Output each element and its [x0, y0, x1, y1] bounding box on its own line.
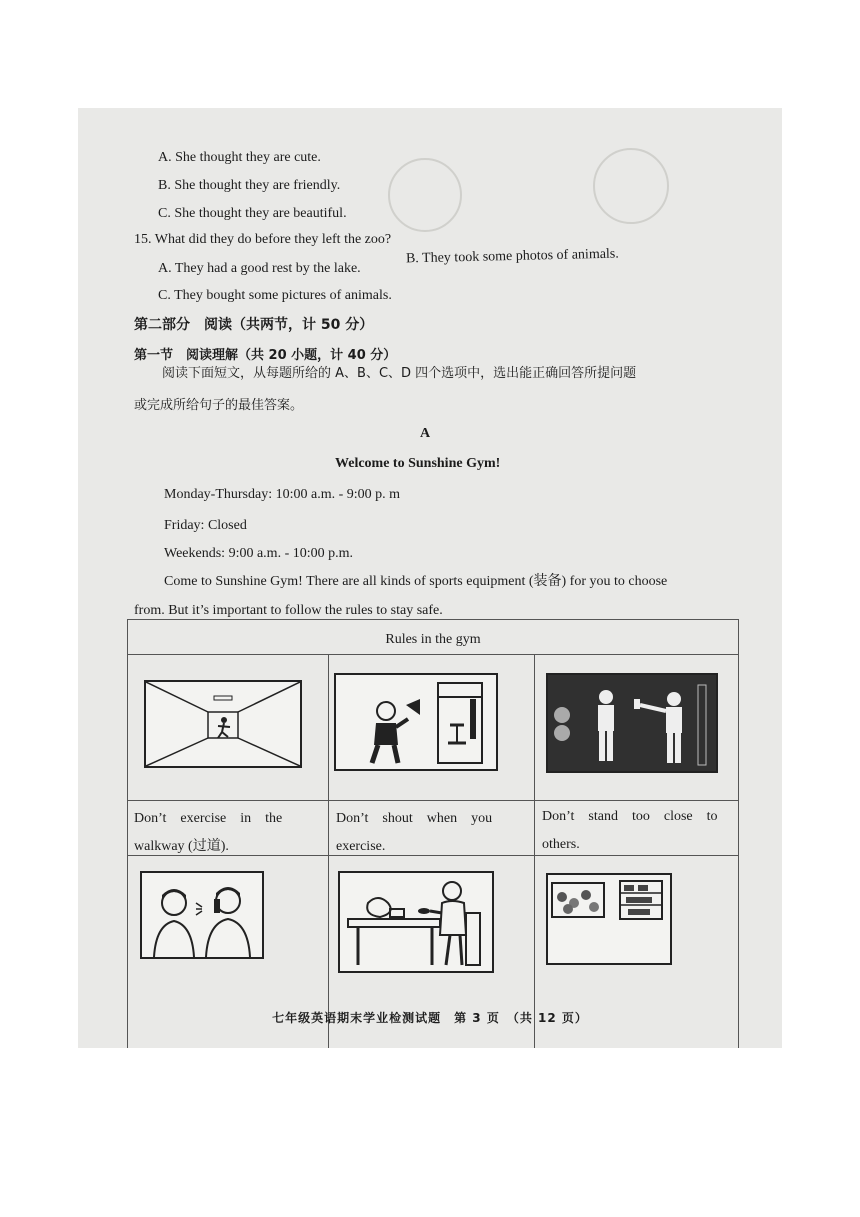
phone-call-picture	[140, 871, 264, 959]
q14-option-c: C. She thought they are beautiful.	[158, 206, 347, 221]
section1-heading: 第一节 阅读理解（共 20 小题，计 40 分）	[134, 348, 397, 363]
eating-picture	[338, 871, 494, 973]
part2-heading: 第二部分 阅读（共两节，计 50 分）	[134, 317, 374, 333]
instruction-line-2: 或完成所给句子的最佳答案。	[134, 398, 304, 413]
rule-2-line-2: exercise.	[336, 839, 386, 854]
table-divider	[128, 654, 738, 655]
rules-table	[127, 619, 739, 1048]
rules-table-header: Rules in the gym	[385, 632, 481, 647]
equipment-shelf-picture	[546, 873, 672, 965]
page-footer: 七年级英语期末学业检测试题 第 3 页 （共 12 页）	[272, 1011, 588, 1025]
intro-line-1: Come to Sunshine Gym! There are all kinds of sports equipment (装备) for you to choose	[164, 574, 668, 589]
passage-letter: A	[420, 426, 431, 441]
hours-weekends: Weekends: 9:00 a.m. - 10:00 p.m.	[164, 546, 354, 561]
standing-close-picture	[546, 673, 718, 773]
table-divider	[128, 800, 738, 801]
q15-option-b: B. They took some photos of animals.	[405, 246, 619, 267]
table-column-divider	[328, 654, 329, 1048]
walkway-picture	[144, 680, 302, 768]
q15-option-c: C. They bought some pictures of animals.	[158, 288, 392, 303]
bleed-through-clock-b	[593, 148, 669, 224]
shouting-picture	[334, 673, 498, 771]
rule-2-line-1: Don’t shout when you	[336, 811, 493, 826]
q15-option-a: A. They had a good rest by the lake.	[158, 261, 361, 276]
hours-friday: Friday: Closed	[164, 518, 247, 533]
rule-2-text	[336, 805, 526, 861]
intro-line-2: from. But it’s important to follow the rules to stay safe.	[134, 603, 443, 618]
passage-title: Welcome to Sunshine Gym!	[335, 456, 501, 471]
rule-1-line-2: walkway (过道).	[134, 839, 229, 854]
instruction-line-1: 阅读下面短文，从每题所给的 A、B、C、D 四个选项中，选出能正确回答所提问题	[162, 366, 637, 381]
q14-option-b: B. She thought they are friendly.	[158, 178, 341, 193]
table-column-divider	[534, 654, 535, 1048]
rule-1-line-1: Don’t exercise in the	[134, 811, 283, 826]
hours-weekdays: Monday-Thursday: 10:00 a.m. - 9:00 p. m	[164, 487, 401, 502]
rule-1-text	[134, 805, 322, 861]
rule-3-line-2: others.	[542, 837, 580, 852]
rule-3-text	[542, 803, 734, 859]
q14-option-a: A. She thought they are cute.	[158, 150, 321, 165]
q15-question: 15. What did they do before they left the zoo?	[134, 232, 392, 247]
exam-page	[78, 108, 782, 1048]
bleed-through-clock-a	[388, 158, 462, 232]
rule-3-line-1: Don’t stand too close to	[542, 809, 718, 824]
